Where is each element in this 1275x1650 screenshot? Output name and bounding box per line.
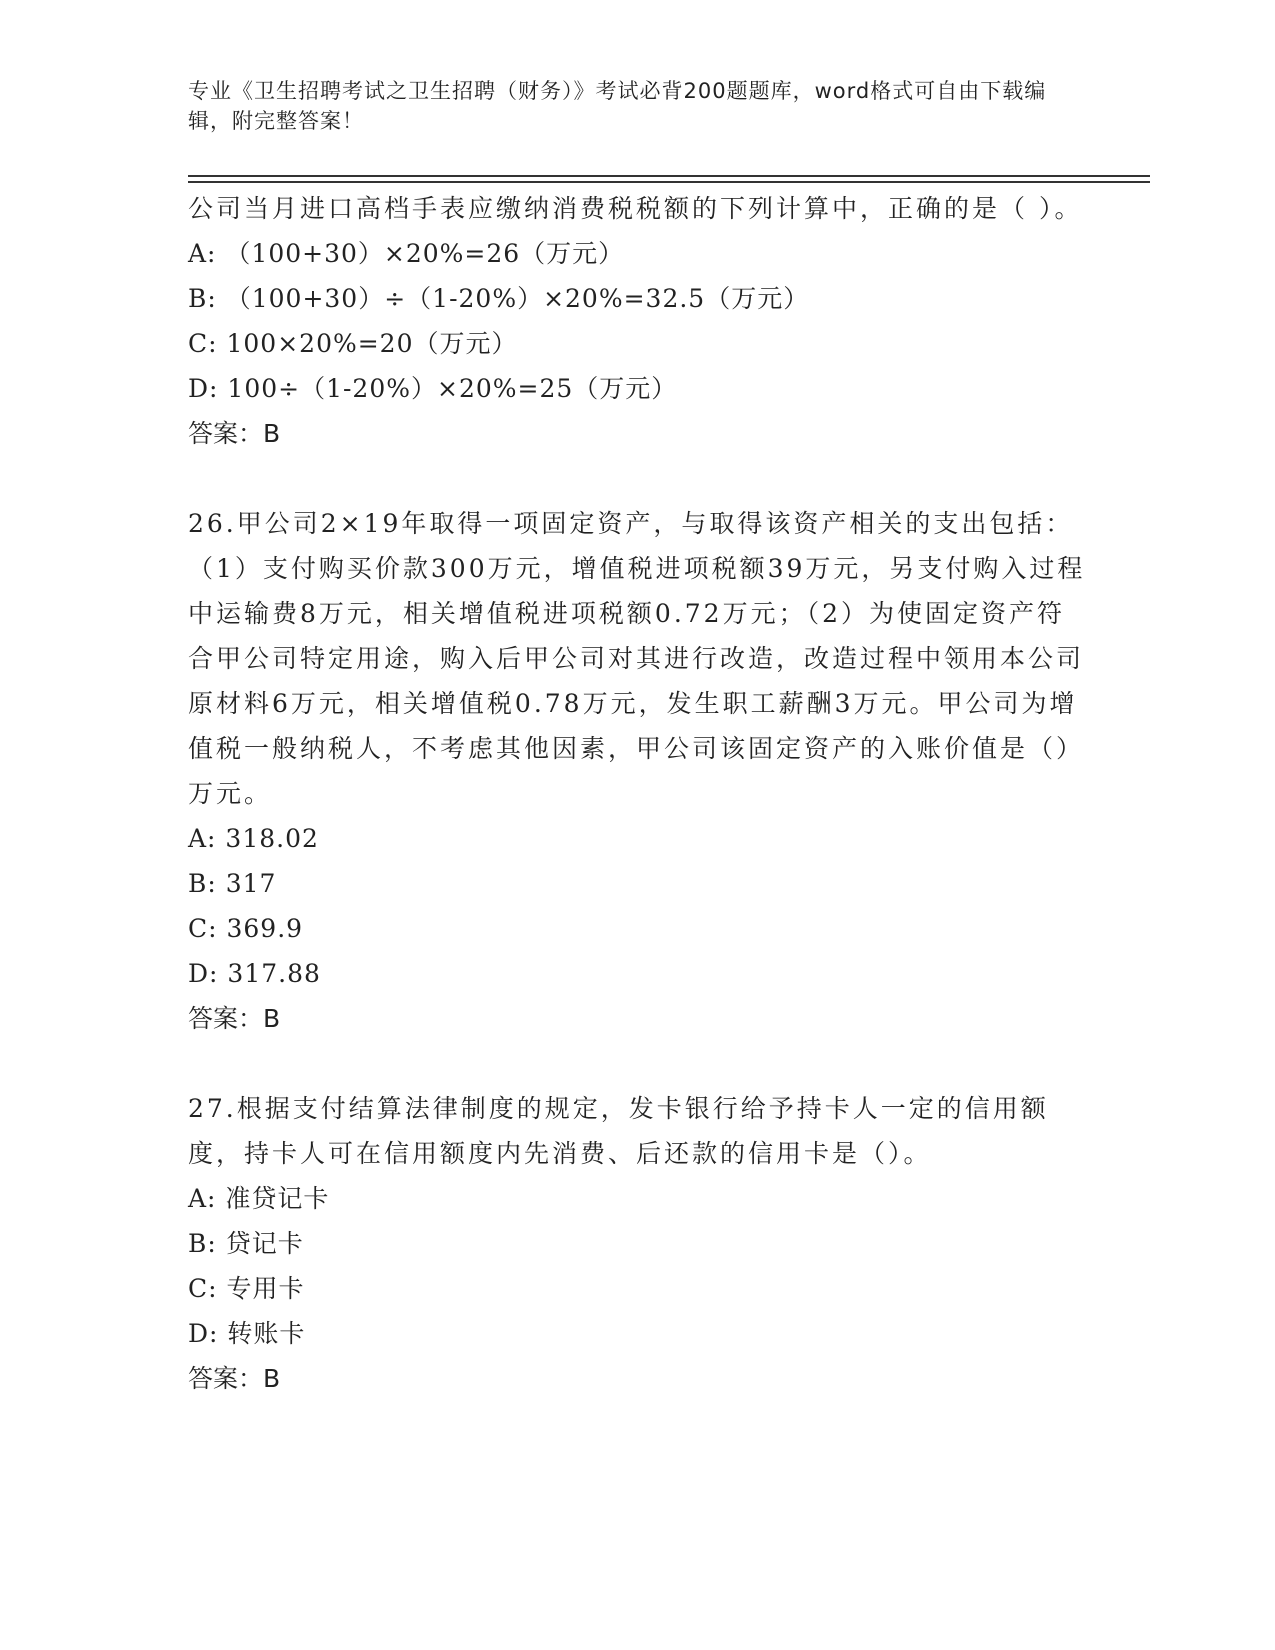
option-a: A: 318.02 (188, 824, 319, 853)
spacer (188, 1041, 1088, 1086)
question-26 (188, 501, 1088, 1041)
spacer (188, 456, 1088, 501)
question-25 (188, 186, 1088, 456)
option-c: C: 100×20%=20（万元） (188, 329, 518, 358)
question-stem: 27.根据支付结算法律制度的规定，发卡银行给予持卡人一定的信用额度，持卡人可在信用额度内先消费、后还款的信用卡是（）。 (188, 1094, 1049, 1168)
option-d: D: 317.88 (188, 959, 321, 988)
question-stem: 26.甲公司2×19年取得一项固定资产，与取得该资产相关的支出包括：（1）支付购买价款300万元，增值税进项税额39万元，另支付购入过程中运输费8万元，相关增值税进项税额0.72万元；（2）为使固定资产符合甲公司特定用途，购入后甲公司对其进行改造，改造过程中领用本公司原材料6万元，相关增值税0.78万元，发生职工薪酬3万元。甲公司为增值税一般纳税人，不考虑其他因素，甲公司该固定资产的入账价值是（）万元。 (188, 509, 1086, 808)
option-c: C: 369.9 (188, 914, 304, 943)
answer: 答案：B (188, 1004, 281, 1033)
option-d: D: 转账卡 (188, 1319, 306, 1348)
option-a: A: 准贷记卡 (188, 1184, 330, 1213)
answer: 答案：B (188, 419, 281, 448)
header-rule-bottom (188, 181, 1150, 183)
header-rule-top (188, 175, 1150, 177)
answer: 答案：B (188, 1364, 281, 1393)
option-a: A: （100+30）×20%=26（万元） (188, 239, 625, 268)
option-d: D: 100÷（1-20%）×20%=25（万元） (188, 374, 678, 403)
question-list (188, 186, 1088, 1401)
document-header: 专业《卫生招聘考试之卫生招聘（财务）》考试必背200题题库，word格式可自由下载编辑，附完整答案！ (188, 79, 1047, 133)
option-b: B: 贷记卡 (188, 1229, 304, 1258)
question-27 (188, 1086, 1088, 1401)
question-stem: 公司当月进口高档手表应缴纳消费税税额的下列计算中，正确的是（ ）。 (188, 194, 1083, 223)
option-b: B: （100+30）÷（1-20%）×20%=32.5（万元） (188, 284, 810, 313)
option-b: B: 317 (188, 869, 277, 898)
option-c: C: 专用卡 (188, 1274, 305, 1303)
